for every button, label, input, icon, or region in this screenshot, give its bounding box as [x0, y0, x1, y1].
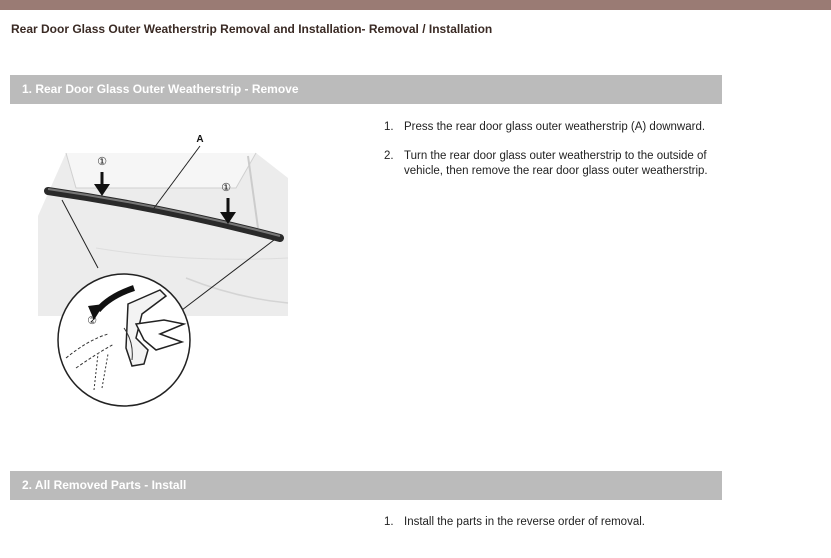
callout-2: ② [87, 315, 97, 327]
top-bar [0, 0, 831, 10]
section-header-install: 2. All Removed Parts - Install [10, 471, 722, 500]
step-text: Turn the rear door glass outer weatherstrip to the outside of vehicle, then remove the rear door glass outer weatherstrip. [404, 150, 708, 177]
list-item [384, 149, 724, 179]
step-number: 1. [384, 121, 394, 133]
list-item [384, 515, 724, 530]
remove-steps-list [384, 120, 724, 193]
step-text: Press the rear door glass outer weatherstrip (A) downward. [404, 121, 706, 133]
section-header-remove: 1. Rear Door Glass Outer Weatherstrip - Remove [10, 75, 722, 104]
callout-1-right: ① [221, 182, 231, 194]
callout-1-left: ① [97, 156, 107, 168]
step-number: 2. [384, 150, 394, 162]
step-number: 1. [384, 516, 394, 528]
label-a: A [196, 134, 204, 145]
step-text: Install the parts in the reverse order of removal. [404, 516, 645, 528]
page-title: Rear Door Glass Outer Weatherstrip Removal and Installation- Removal / Installation [11, 22, 493, 36]
install-steps-list [384, 515, 724, 544]
list-item [384, 120, 724, 135]
weatherstrip-removal-illustration [36, 128, 296, 408]
